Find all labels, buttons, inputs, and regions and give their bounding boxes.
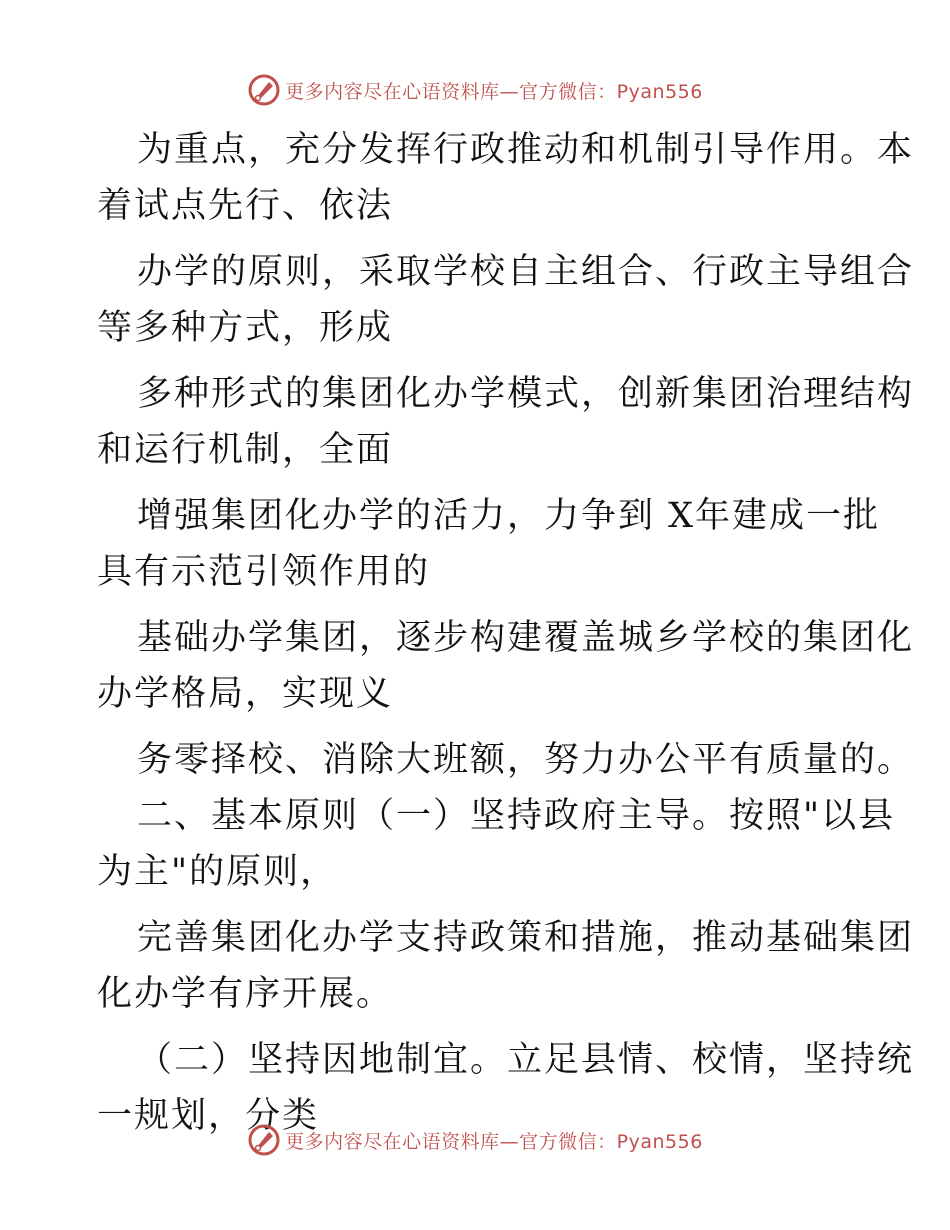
text-line: 等多种方式，形成	[97, 308, 394, 348]
text-line: 二、基本原则（一）坚持政府主导。按照"以县	[137, 796, 896, 836]
banner-text: 更多内容尽在心语资料库—官方微信：Pyan556	[285, 80, 703, 103]
text-line: 增强集团化办学的活力，力争到 X年建成一批	[137, 496, 881, 536]
text-line: 化办学有序开展。	[97, 974, 394, 1014]
text-line: 多种形式的集团化办学模式，创新集团治理结构	[137, 374, 915, 414]
pen-nib-logo-icon	[247, 1123, 281, 1157]
text-line: 基础办学集团，逐步构建覆盖城乡学校的集团化	[137, 618, 915, 658]
text-line: 为重点，充分发挥行政推动和机制引导作用。本	[137, 130, 915, 170]
document-body	[97, 122, 915, 1144]
text-line: 为主"的原则，	[97, 852, 338, 892]
text-line: 着试点先行、依法	[97, 186, 394, 226]
text-line: 一规划，分类	[97, 1096, 320, 1136]
banner-text: 更多内容尽在心语资料库—官方微信：Pyan556	[285, 1130, 703, 1153]
header-banner	[0, 70, 950, 110]
text-line: （二）坚持因地制宜。立足县情、校情，坚持统	[137, 1040, 915, 1080]
text-line: 办学格局，实现义	[97, 674, 394, 714]
text-line: 务零择校、消除大班额，努力办公平有质量的。	[137, 740, 915, 780]
text-line: 具有示范引领作用的	[97, 552, 431, 592]
footer-banner	[0, 1120, 950, 1160]
pen-nib-logo-icon	[247, 73, 281, 107]
text-line: 办学的原则，采取学校自主组合、行政主导组合	[137, 252, 915, 292]
text-line: 和运行机制，全面	[97, 430, 394, 470]
text-line: 完善集团化办学支持政策和措施，推动基础集团	[137, 918, 915, 958]
